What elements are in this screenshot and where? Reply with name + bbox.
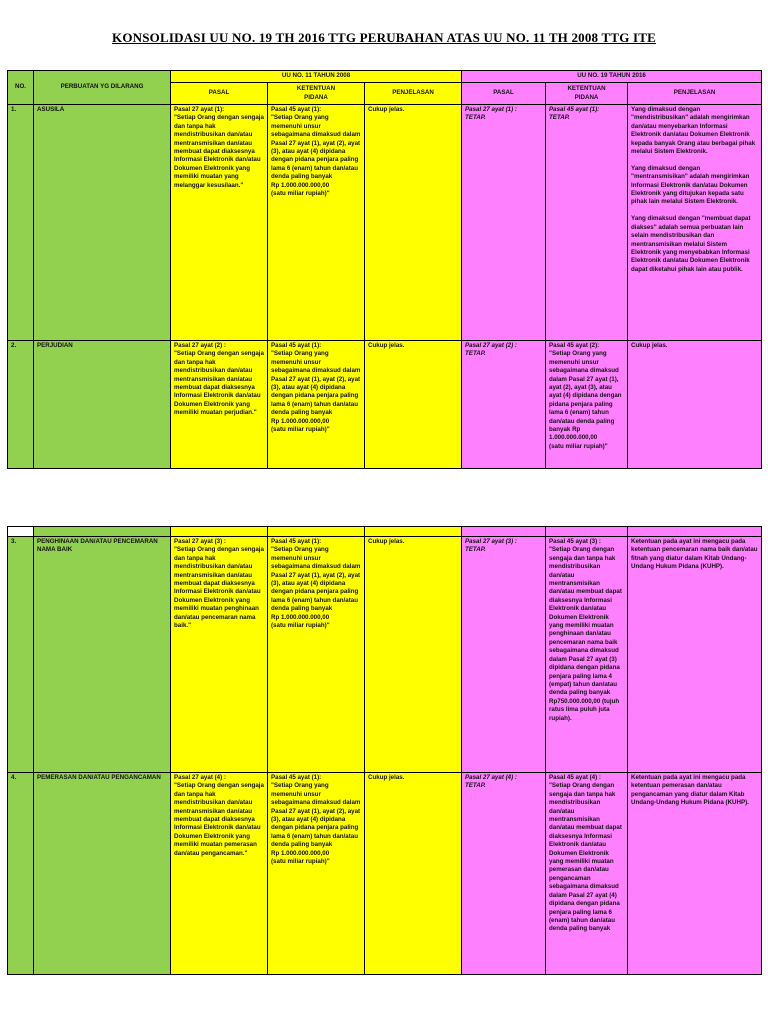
row-penjelasan-2008: Cukup jelas. <box>365 537 462 773</box>
row-number: 4. <box>8 773 34 975</box>
row-ketentuan-2008: Pasal 45 ayat (1): "Setiap Orang yang memenuhi unsur sebagaimana dimaksud dalam Pasal 27 ayat (1), ayat (2), ayat (3), atau ayat (4) dipidana dengan pidana penjara paling lama 6 (enam) tahun dan/atau denda paling banyak Rp 1.000.000.000,00 (satu miliar rupiah)" <box>268 341 365 469</box>
header-ketentuan-2008: KETENTUAN PIDANA <box>268 83 365 105</box>
row-pasal-2008: Pasal 27 ayat (1): "Setiap Orang dengan sengaja dan tanpa hak mendistribusikan dan/atau mentransmisikan dan/atau membuat dapat diaksesnya Informasi Elektronik dan/atau Dokumen Elektronik yang memiliki muatan yang melanggar kesusilaan." <box>171 105 268 341</box>
consolidation-table-page-2 <box>7 526 762 975</box>
row-ketentuan-2008: Pasal 45 ayat (1): "Setiap Orang yang memenuhi unsur sebagaimana dimaksud dalam Pasal 27 ayat (1), ayat (2), ayat (3), atau ayat (4) dipidana dengan pidana penjara paling lama 6 (enam) tahun dan/atau denda paling banyak Rp 1.000.000.000,00 (satu miliar rupiah)" <box>268 537 365 773</box>
row-penjelasan-2016: Yang dimaksud dengan "mendistribusikan" adalah mengirimkan dan/atau menyebarkan Informasi Elektronik dan/atau Dokumen Elektronik kepada banyak Orang atau berbagai pihak melalui Sistem Elektronik. Yang dimaksud dengan "mentransmisikan" adalah mengirimkan Informasi Elektronik dan/atau Dokumen Elektronik yang ditujukan kepada satu pihak lain melalui Sistem Elektronik. Yang dimaksud dengan "membuat dapat diakses" adalah semua perbuatan lain selain mendistribusikan dan mentransmisikan melalui Sistem Elektronik yang menyebabkan Informasi Elektronik dan/atau Dokumen Elektronik dapat diketahui pihak lain atau publik. <box>628 105 762 341</box>
row-ketentuan-2016: Pasal 45 ayat (3) : "Setiap Orang dengan sengaja dan tanpa hak mendistribusikan dan/atau mentransmisikan dan/atau membuat dapat diaksesnya Informasi Elektronik dan/atau Dokumen Elektronik yang memiliki muatan penghinaan dan/atau pencemaran nama baik sebagaimana dimaksud dalam Pasal 27 ayat (3) dipidana dengan pidana penjara paling lama 4 (empat) tahun dan/atau denda paling banyak Rp750.000.000,00 (tujuh ratus lima puluh juta rupiah). <box>546 537 628 773</box>
row-penjelasan-2016: Ketentuan pada ayat ini mengacu pada ketentuan pencemaran nama baik dan/atau fitnah yang diatur dalam Kitab Undang-Undang Hukum Pidana (KUHP). <box>628 537 762 773</box>
header-uu-2008: UU NO. 11 TAHUN 2008 <box>171 71 462 83</box>
row-perbuatan: PERJUDIAN <box>34 341 171 469</box>
row-penjelasan-2008: Cukup jelas. <box>365 773 462 975</box>
header-no: NO. <box>8 71 34 105</box>
row-ketentuan-2016: Pasal 45 ayat (1): TETAP. <box>546 105 628 341</box>
row-pasal-2016: Pasal 27 ayat (3) : TETAP. <box>462 537 546 773</box>
row-pasal-2008: Pasal 27 ayat (4) : "Setiap Orang dengan sengaja dan tanpa hak mendistribusikan dan/atau mentransmisikan dan/atau membuat dapat diaksesnya Informasi Elektronik dan/atau Dokumen Elektronik yang memiliki muatan pemerasan dan/atau pengancaman." <box>171 773 268 975</box>
row-ketentuan-2016: Pasal 45 ayat (4) : "Setiap Orang dengan sengaja dan tanpa hak mendistribusikan dan/atau mentransmisikan dan/atau membuat dapat diaksesnya Informasi Elektronik dan/atau Dokumen Elektronik yang memiliki muatan pemerasan dan/atau pengancaman sebagaimana dimaksud dalam Pasal 27 ayat (4) dipidana dengan pidana penjara paling lama 6 (enam) tahun dan/atau denda paling banyak <box>546 773 628 975</box>
row-pasal-2008: Pasal 27 ayat (2) : "Setiap Orang dengan sengaja dan tanpa hak mendistribusikan dan/atau mentransmisikan dan/atau membuat dapat diaksesnya Informasi Elektronik dan/atau Dokumen Elektronik yang memiliki muatan perjudian." <box>171 341 268 469</box>
header-penjelasan-2008: PENJELASAN <box>365 83 462 105</box>
header-pasal-2016: PASAL <box>462 83 546 105</box>
row-perbuatan: PENGHINAAN DAN/ATAU PENCEMARAN NAMA BAIK <box>34 537 171 773</box>
row-pasal-2016: Pasal 27 ayat (1) : TETAP. <box>462 105 546 341</box>
header-perbuatan: PERBUATAN YG DILARANG <box>34 71 171 105</box>
header-penjelasan-2016: PENJELASAN <box>628 83 762 105</box>
table-row <box>8 773 762 975</box>
table-row <box>8 105 762 341</box>
table-row <box>8 537 762 773</box>
row-penjelasan-2016: Ketentuan pada ayat ini mengacu pada ketentuan pemerasan dan/atau pengancaman yang diatur dalam Kitab Undang-Undang Hukum Pidana (KUHP). <box>628 773 762 975</box>
header-ketentuan-2016: KETENTUAN PIDANA <box>546 83 628 105</box>
row-penjelasan-2008: Cukup jelas. <box>365 341 462 469</box>
row-number: 2. <box>8 341 34 469</box>
consolidation-table-page-1 <box>7 70 762 469</box>
row-pasal-2016: Pasal 27 ayat (2) : TETAP. <box>462 341 546 469</box>
header-pasal-2008: PASAL <box>171 83 268 105</box>
row-penjelasan-2008: Cukup jelas. <box>365 105 462 341</box>
row-pasal-2016: Pasal 27 ayat (4) : TETAP. <box>462 773 546 975</box>
table-row <box>8 341 762 469</box>
document-title: KONSOLIDASI UU NO. 19 TH 2016 TTG PERUBAHAN ATAS UU NO. 11 TH 2008 TTG ITE <box>112 30 656 45</box>
row-number: 3. <box>8 537 34 773</box>
row-pasal-2008: Pasal 27 ayat (3) : "Setiap Orang dengan sengaja dan tanpa hak mendistribusikan dan/atau mentransmisikan dan/atau membuat dapat diaksesnya Informasi Elektronik dan/atau Dokumen Elektronik yang memiliki muatan penghinaan dan/atau pencemaran nama baik." <box>171 537 268 773</box>
row-number: 1. <box>8 105 34 341</box>
row-ketentuan-2008: Pasal 45 ayat (1): "Setiap Orang yang memenuhi unsur sebagaimana dimaksud dalam Pasal 27 ayat (1), ayat (2), ayat (3), atau ayat (4) dipidana dengan pidana penjara paling lama 6 (enam) tahun dan/atau denda paling banyak Rp 1.000.000.000,00 (satu miliar rupiah)" <box>268 773 365 975</box>
row-perbuatan: ASUSILA <box>34 105 171 341</box>
row-ketentuan-2008: Pasal 45 ayat (1): "Setiap Orang yang memenuhi unsur sebagaimana dimaksud dalam Pasal 27 ayat (1), ayat (2), ayat (3), atau ayat (4) dipidana dengan pidana penjara paling lama 6 (enam) tahun dan/atau denda paling banyak Rp 1.000.000.000,00 (satu miliar rupiah)" <box>268 105 365 341</box>
row-penjelasan-2016: Cukup jelas. <box>628 341 762 469</box>
row-ketentuan-2016: Pasal 45 ayat (2): "Setiap Orang yang memenuhi unsur sebagaimana dimaksud dalam Pasal 27 ayat (1), ayat (2), ayat (3), atau ayat (4) dipidana dengan pidana penjara paling lama 6 (enam) tahun dan/atau denda paling banyak Rp 1.000.000.000,00 (satu miliar rupiah)" <box>546 341 628 469</box>
header-uu-2016: UU NO. 19 TAHUN 2016 <box>462 71 762 83</box>
row-perbuatan: PEMERASAN DAN/ATAU PENGANCAMAN <box>34 773 171 975</box>
